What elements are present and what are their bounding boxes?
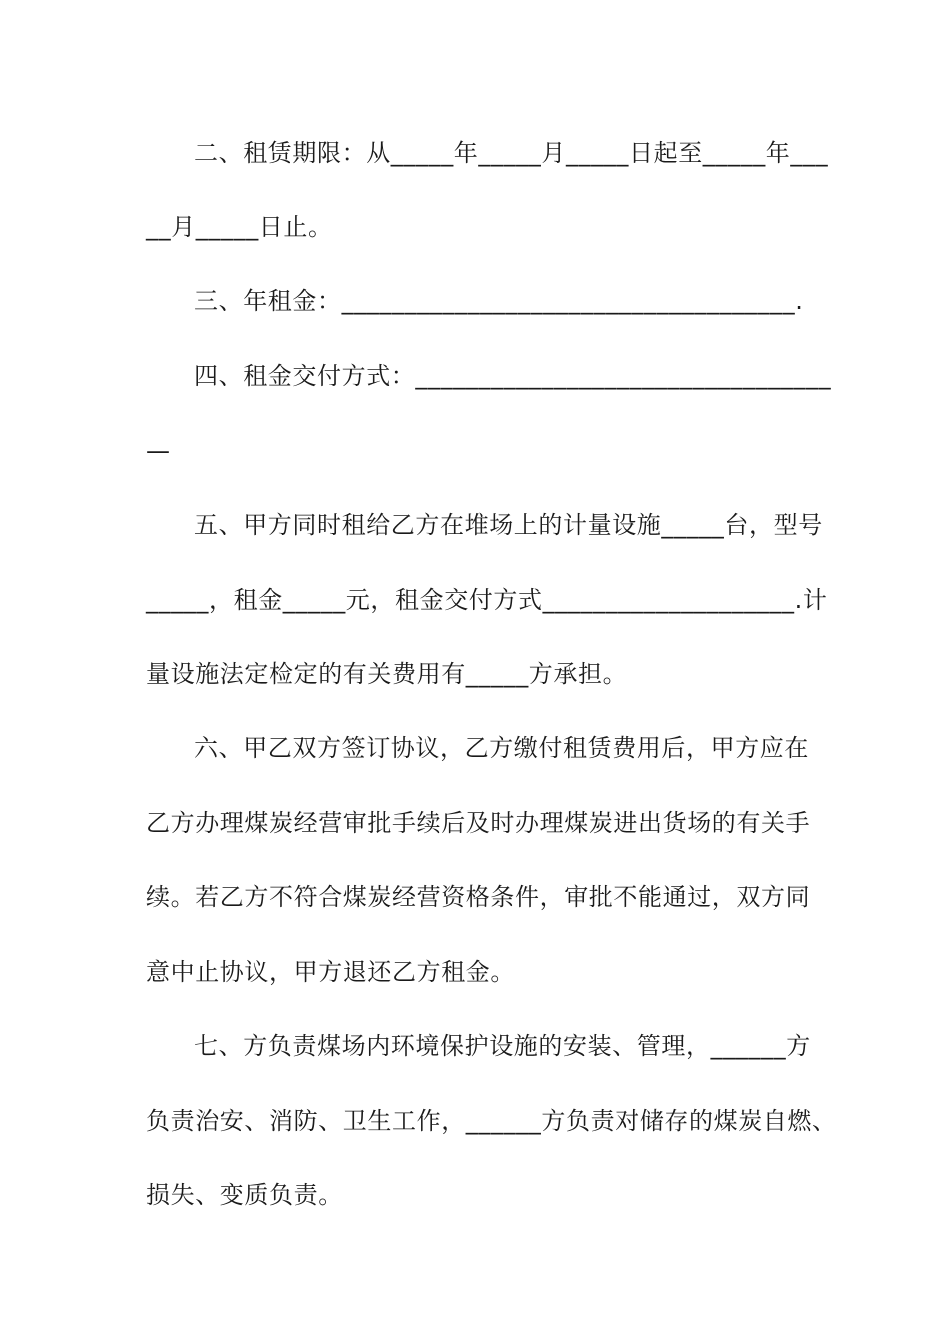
clause-6-line-3: 续。若乙方不符合煤炭经营资格条件，审批不能通过，双方同 — [146, 883, 811, 911]
clause-6-line-2: 乙方办理煤炭经营审批手续后及时办理煤炭进出货场的有关手 — [146, 809, 811, 837]
clause-2-line-1: 二、租赁期限：从_____年_____月_____日起至_____年___ — [194, 139, 829, 167]
clause-4-line-2: — — [146, 437, 171, 465]
clause-2-line-2: __月_____日止。 — [146, 213, 333, 241]
clause-5-line-3: 量设施法定检定的有关费用有_____方承担。 — [146, 660, 628, 688]
clause-5-line-2: _____，租金_____元，租金交付方式____________________.计 — [146, 586, 828, 614]
clause-7-line-1: 七、方负责煤场内环境保护设施的安装、管理，______方 — [194, 1032, 811, 1060]
clause-5-line-1: 五、甲方同时租给乙方在堆场上的计量设施_____台，型号 — [194, 511, 823, 539]
clause-6-line-4: 意中止协议，甲方退还乙方租金。 — [146, 958, 515, 986]
clause-6-line-1: 六、甲乙双方签订协议，乙方缴付租赁费用后，甲方应在 — [194, 734, 809, 762]
clause-4-line-1: 四、租金交付方式：_________________________________ — [194, 362, 832, 390]
clause-7-line-3: 损失、变质负责。 — [146, 1181, 343, 1209]
clause-7-line-2: 负责治安、消防、卫生工作，______方负责对储存的煤炭自燃、 — [146, 1107, 837, 1135]
clause-3-line-1: 三、年租金：____________________________________. — [194, 287, 804, 315]
